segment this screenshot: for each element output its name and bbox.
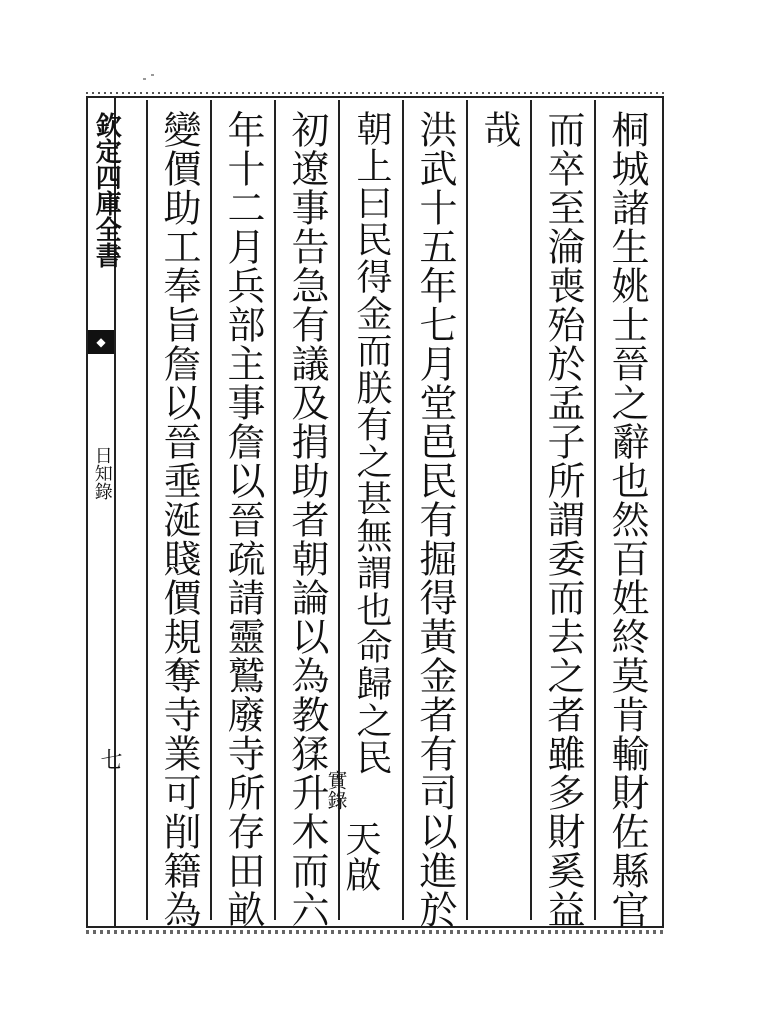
column-text: 洪武十五年七月堂邑民有掘得黃金者有司以進於 [413,110,457,929]
fold-title: 欽定四庫全書 [91,112,122,268]
text-column-6 [274,100,338,929]
text-column-3 [466,100,530,920]
inline-note-small: 實錄 [324,770,348,810]
text-column-4 [402,100,466,929]
column-text: 而卒至淪喪殆於孟子所謂委而去之者雖多財奚益 [541,110,585,929]
fold-fish-tail-mark: ◆ [88,330,114,354]
column-text: 朝上曰民得金而朕有之甚無謂也命歸之民 [351,110,392,776]
frame-bottom-border-dots [86,930,664,934]
text-column-2 [530,100,594,929]
scan-speck [143,78,146,80]
column-text: 年十二月兵部主事詹以晉疏請靈鷲廢寺所存田畝 [221,110,265,929]
column-text: 桐城諸生姚士晉之辭也然百姓終莫肯輸財佐縣官 [605,110,649,929]
fold-page-mark: 七 [97,748,122,770]
frame-top-border-dots [86,92,664,94]
text-column-8 [146,100,210,929]
fold-book-title: 日知錄 [91,446,113,500]
column-text: 初遼事告急有議及捐助者朝論以為教猱升木而六 [285,110,329,929]
text-column-7 [210,100,274,929]
column-text: 變價助工奉旨詹以晉埀涎賤價規奪寺業可削籍為 [157,110,201,929]
text-column-1 [594,100,658,929]
inline-note-tail: 天啟 [340,820,381,892]
scan-speck [151,74,154,76]
column-text: 哉 [477,110,521,149]
